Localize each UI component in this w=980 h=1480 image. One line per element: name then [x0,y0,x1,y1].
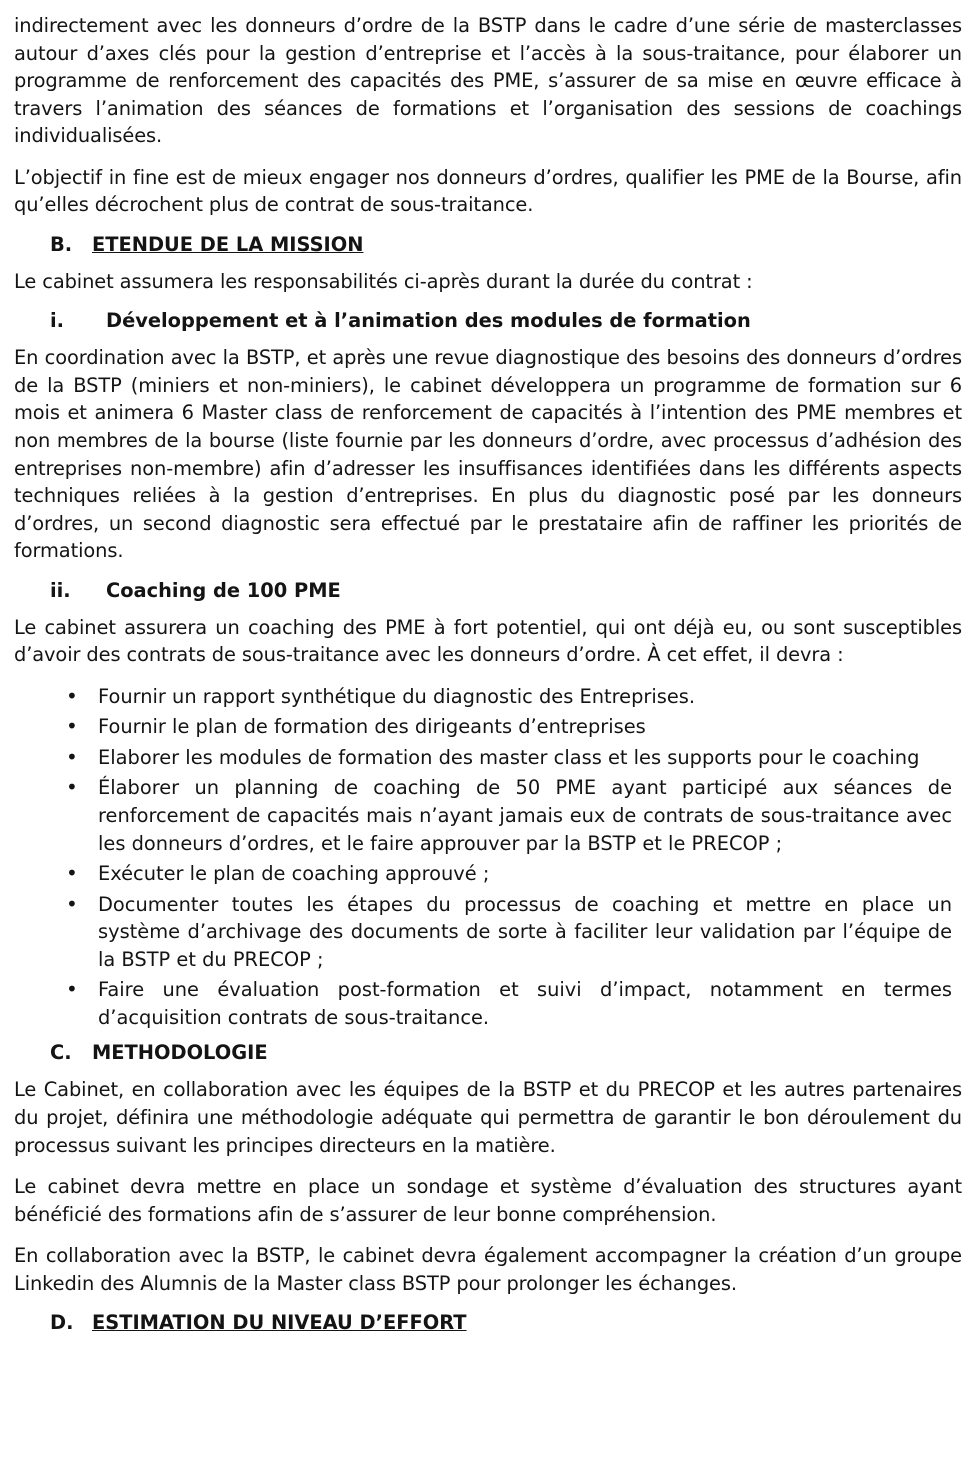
paragraph-objectif: L’objectif in fine est de mieux engager nos donneurs d’ordres, qualifier les PME de la Bourse, afin qu’elles décrochent plus de contrat de sous-traitance. [14,165,962,217]
list-item: • Elaborer les modules de formation des master class et les supports pour le coaching [54,744,952,772]
heading-section-d [14,1311,962,1334]
paragraph-methodologie-2: Le cabinet devra mettre en place un sondage et système d’évaluation des structures ayant bénéficié des formations afin de s’assurer de leur bonne compréhension. [14,1175,962,1226]
heading-section-b [14,233,962,256]
paragraph-responsabilites: Le cabinet assumera les responsabilités ci-après durant la durée du contrat : [14,269,753,293]
heading-subsection-ii [14,579,962,602]
paragraph-coordination: En coordination avec la BSTP, et après une revue diagnostique des besoins des donneurs d’ordres de la BSTP (miniers et non-miniers), le cabinet développera un programme de formation sur 6 mois et animera 6 Master class de renforcement de capacités à l’intention des PME membres et non membres de la bourse (liste fournie par les donneurs d’ordre, avec processus d’adhésion des entreprises non-membre) afin d’adresser les insuffisances identifiées dans les différents aspects techniques reliées à la gestion d’entreprises. En plus du diagnostic posé par les donneurs d’ordres, un second diagnostic sera effectué par le prestataire afin de raffiner les priorités de formations. [14,346,962,563]
paragraph-methodologie-1: Le Cabinet, en collaboration avec les équipes de la BSTP et du PRECOP et les autres partenaires du projet, définira une méthodologie adéquate qui permettra de garantir le bon déroulement du processus suivant les principes directeurs en la matière. [14,1078,962,1157]
paragraph-methodologie-3: En collaboration avec la BSTP, le cabinet devra également accompagner la création d’un groupe Linkedin des Alumnis de la Master class BSTP pour prolonger les échanges. [14,1244,962,1295]
paragraph-intro: indirectement avec les donneurs d’ordre de la BSTP dans le cadre d’une série de masterclasses autour d’axes clés pour la gestion d’entreprise et l’accès à la sous-traitance, pour élaborer un programme de renforcement des capacités des PME, s’assurer de sa mise en œuvre efficace à travers l’animation des séances de formations et l’organisation des sessions de coachings individualisées. [14,14,962,148]
list-item: • Élaborer un planning de coaching de 50 PME ayant participé aux séances de renforcement de capacités mais n’ayant jamais eux de contrats de sous-traitance avec les donneurs d’ordres, et le faire approuver par la BSTP et le PRECOP ; [54,774,952,857]
heading-section-d-title: ESTIMATION DU NIVEAU D’EFFORT [92,1311,467,1335]
coaching-bullet-list [14,683,962,1032]
heading-section-b-title: ETENDUE DE LA MISSION [92,232,364,256]
heading-section-c-letter: C. [50,1041,72,1065]
heading-section-b-letter: B. [50,232,73,256]
list-item: • Faire une évaluation post-formation et suivi d’impact, notamment en termes d’acquisition contrats de sous-traitance. [54,976,952,1031]
heading-subsection-i-title: Développement et à l’animation des modules de formation [106,309,751,333]
heading-section-d-letter: D. [50,1311,74,1335]
heading-subsection-i [14,309,962,332]
list-item: • Exécuter le plan de coaching approuvé ; [54,860,952,888]
list-item: • Fournir un rapport synthétique du diagnostic des Entreprises. [54,683,952,711]
heading-subsection-ii-number: ii. [50,578,71,602]
list-item: • Fournir le plan de formation des dirigeants d’entreprises [54,713,952,741]
heading-section-c-title: METHODOLOGIE [92,1041,268,1065]
paragraph-coaching-intro: Le cabinet assurera un coaching des PME à fort potentiel, qui ont déjà eu, ou sont susceptibles d’avoir des contrats de sous-traitance avec les donneurs d’ordre. À cet effet, il devra : [14,615,962,667]
heading-section-c [14,1041,962,1064]
heading-subsection-i-number: i. [50,309,65,333]
list-item: • Documenter toutes les étapes du processus de coaching et mettre en place un système d’archivage des documents de sorte à faciliter leur validation par l’équipe de la BSTP et du PRECOP ; [54,891,952,974]
heading-subsection-ii-title: Coaching de 100 PME [106,578,341,602]
